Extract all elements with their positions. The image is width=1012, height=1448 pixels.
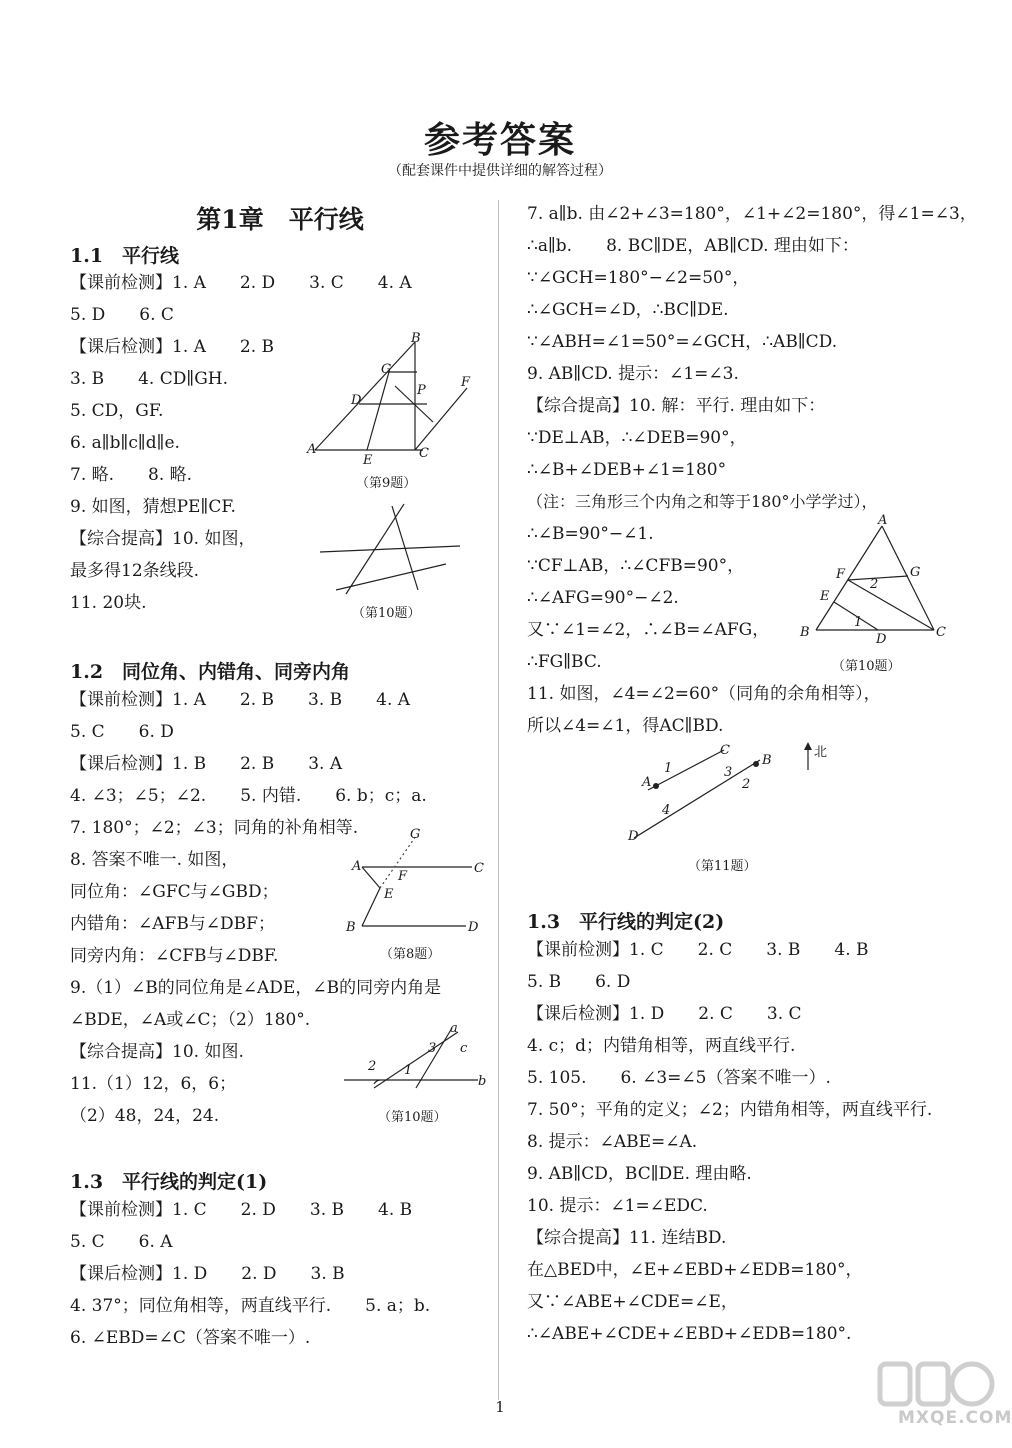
- answer-line: 【综合提高】10. 解：平行. 理由如下：: [527, 396, 826, 416]
- fig-label: D: [468, 920, 479, 935]
- answer-line: ∴∠B=90°−∠1.: [527, 524, 654, 544]
- answer-line: 又∵∠ABE+∠CDE=∠E，: [527, 1292, 738, 1312]
- fig-label: E: [384, 887, 394, 902]
- answer-line: 5. C 6. D: [70, 722, 174, 742]
- fig-label: G: [381, 362, 392, 377]
- answer-line: ∵CF⊥AB，∴∠CFB=90°，: [527, 556, 745, 576]
- answer-line: 7. a∥b. 由∠2+∠3=180°，∠1+∠2=180°，得∠1=∠3，: [527, 204, 977, 224]
- answer-line: 最多得12条线段.: [70, 561, 200, 581]
- answer-line: ∴a∥b. 8. BC∥DE，AB∥CD. 理由如下：: [527, 236, 859, 256]
- answer-line: 【综合提高】11. 连结BD.: [527, 1228, 727, 1248]
- figure-q10-lines-abc: [340, 1021, 490, 1096]
- fig-label: F: [836, 567, 846, 582]
- fig-label: G: [410, 827, 421, 842]
- page-number: 1: [495, 1398, 505, 1416]
- figure-caption: （第10题）: [832, 659, 901, 674]
- answer-line: ∴∠GCH=∠D，∴BC∥DE.: [527, 300, 729, 320]
- fig-label: 3: [724, 765, 733, 780]
- answer-line: 4. ∠3；∠5；∠2. 5. 内错. 6. b；c；a.: [70, 786, 427, 806]
- answer-line: 9.（1）∠B的同位角是∠ADE，∠B的同旁内角是: [70, 978, 442, 998]
- fig-label: A: [307, 442, 317, 457]
- answer-line: 11.（1）12，6，6；: [70, 1074, 237, 1094]
- answer-line: 5. CD，GF.: [70, 401, 164, 421]
- answer-line: 8. 答案不唯一. 如图，: [70, 850, 239, 870]
- fig-label: A: [642, 775, 652, 790]
- fig-label: 2: [870, 577, 879, 592]
- answer-line: 9. AB∥CD. 提示：∠1=∠3.: [527, 364, 739, 384]
- fig-label: C: [419, 446, 429, 461]
- answer-line: ∴FG∥BC.: [527, 652, 602, 672]
- fig-label: D: [876, 632, 887, 647]
- answer-line: 4. 37°；同位角相等，两直线平行. 5. a；b.: [70, 1296, 431, 1316]
- fig-label: 2: [742, 777, 751, 792]
- answer-line: 所以∠4=∠1，得AC∥BD.: [527, 716, 724, 736]
- answer-line: ∵∠ABH=∠1=50°=∠GCH，∴AB∥CD.: [527, 332, 838, 352]
- figure-q10-segments: [318, 498, 468, 598]
- answer-line: 11. 如图，∠4=∠2=60°（同角的余角相等），: [527, 684, 881, 704]
- page-subtitle: （配套课件中提供详细的解答过程）: [388, 163, 612, 179]
- answer-line: 内错角：∠AFB与∠DBF；: [70, 914, 275, 934]
- fig-label: F: [461, 375, 471, 390]
- fig-label: B: [346, 920, 356, 935]
- answer-line: 6. a∥b∥c∥d∥e.: [70, 433, 180, 453]
- fig-label: C: [720, 743, 730, 758]
- fig-label: P: [417, 383, 426, 398]
- fig-label: 4: [662, 803, 671, 818]
- answer-line: 在△BED中，∠E+∠EBD+∠EDB=180°，: [527, 1260, 863, 1280]
- answer-line: 8. 提示：∠ABE=∠A.: [527, 1132, 698, 1152]
- answer-line: ∴∠B+∠DEB+∠1=180°: [527, 460, 727, 480]
- answer-line: （2）48，24，24.: [70, 1106, 220, 1126]
- answer-line: 10. 提示：∠1=∠EDC.: [527, 1196, 708, 1216]
- column-divider: [498, 200, 499, 1400]
- answer-line: 11. 20块.: [70, 593, 147, 613]
- fig-label: D: [351, 393, 362, 408]
- answer-line: （注：三角形三个内角之和等于180°小学学过），: [527, 492, 878, 511]
- fig-label: D: [628, 829, 639, 844]
- figure-q9-parallel-lines: [305, 331, 485, 468]
- watermark-text: MXQE.COM: [898, 1408, 1012, 1428]
- figure-caption: （第9题）: [356, 476, 417, 491]
- fig-label: 1: [664, 761, 673, 776]
- answer-line: 【课后检测】1. D 2. C 3. C: [527, 1004, 802, 1024]
- answer-line: ∵DE⊥AB，∴∠DEB=90°，: [527, 428, 747, 448]
- figure-caption: （第8题）: [380, 947, 441, 962]
- fig-label: B: [762, 753, 772, 768]
- answer-line: 【课后检测】1. D 2. D 3. B: [70, 1264, 345, 1284]
- answer-line: 5. D 6. C: [70, 305, 174, 325]
- answer-line: 【课前检测】1. A 2. B 3. B 4. A: [70, 690, 411, 710]
- answer-line: 7. 50°；平角的定义；∠2；内错角相等，两直线平行.: [527, 1100, 933, 1120]
- answer-line: 7. 略. 8. 略.: [70, 465, 193, 485]
- answer-line: 【课前检测】1. C 2. D 3. B 4. B: [70, 1200, 413, 1220]
- answer-line: 【课后检测】1. A 2. B: [70, 337, 275, 357]
- figure-caption: （第11题）: [688, 859, 757, 874]
- fig-label: G: [910, 565, 921, 580]
- answer-line: 3. B 4. CD∥GH.: [70, 369, 229, 389]
- answer-line: 5. C 6. A: [70, 1232, 173, 1252]
- answer-line: 7. 180°；∠2；∠3；同角的补角相等.: [70, 818, 359, 838]
- answer-line: 5. 105. 6. ∠3=∠5（答案不唯一）.: [527, 1068, 831, 1088]
- answer-line: 【课前检测】1. C 2. C 3. B 4. B: [527, 940, 869, 960]
- answer-line: 又∵∠1=∠2，∴∠B=∠AFG，: [527, 620, 770, 640]
- answer-line: ∠BDE，∠A或∠C；（2）180°.: [70, 1010, 311, 1030]
- fig-label: 3: [428, 1041, 437, 1056]
- answer-line: ∵∠GCH=180°−∠2=50°，: [527, 268, 750, 288]
- fig-label: B: [800, 625, 810, 640]
- section-heading-1-3-2: 1.3 平行线的判定(2): [527, 911, 725, 933]
- fig-label: A: [352, 859, 362, 874]
- fig-label: E: [363, 453, 373, 468]
- answer-line: 【综合提高】10. 如图，: [70, 529, 256, 549]
- fig-label: c: [460, 1041, 468, 1056]
- answer-line: 【课前检测】1. A 2. D 3. C 4. A: [70, 273, 412, 293]
- fig-label: 1: [404, 1063, 413, 1078]
- fig-label: 1: [854, 615, 863, 630]
- figure-q8-angles: [340, 822, 490, 938]
- figure-caption: （第10题）: [352, 606, 421, 621]
- fig-label: F: [398, 869, 408, 884]
- answer-line: 【综合提高】10. 如图.: [70, 1042, 244, 1062]
- section-heading-1-2: 1.2 同位角、内错角、同旁内角: [70, 661, 351, 683]
- figure-caption: （第10题）: [378, 1110, 447, 1125]
- answer-line: ∴∠AFG=90°−∠2.: [527, 588, 679, 608]
- answer-line: 6. ∠EBD=∠C（答案不唯一）.: [70, 1328, 311, 1348]
- fig-label: 2: [368, 1059, 377, 1074]
- answer-line: 同旁内角：∠CFB与∠DBF.: [70, 946, 279, 966]
- answer-line: 9. AB∥CD，BC∥DE. 理由略.: [527, 1164, 752, 1184]
- fig-label: a: [450, 1021, 458, 1036]
- answer-line: 5. B 6. D: [527, 972, 631, 992]
- answer-line: 【课后检测】1. B 2. B 3. A: [70, 754, 343, 774]
- answer-line: 4. c；d；内错角相等，两直线平行.: [527, 1036, 796, 1056]
- figure-q10-triangle: [798, 512, 948, 647]
- fig-label: C: [474, 861, 484, 876]
- fig-label: E: [820, 589, 830, 604]
- page-title: 参考答案: [423, 119, 576, 161]
- fig-label: 北: [814, 745, 828, 760]
- answer-line: 同位角：∠GFC与∠GBD；: [70, 882, 279, 902]
- fig-label: B: [411, 331, 421, 346]
- answer-line: ∴∠ABE+∠CDE+∠EBD+∠EDB=180°.: [527, 1324, 852, 1344]
- figure-q11-directions: [628, 740, 838, 844]
- chapter-heading: 第1章 平行线: [196, 205, 364, 234]
- fig-label: b: [478, 1074, 487, 1089]
- fig-label: A: [878, 513, 888, 528]
- fig-label: C: [936, 625, 946, 640]
- answer-line: 9. 如图，猜想PE∥CF.: [70, 497, 236, 517]
- section-heading-1-3-1: 1.3 平行线的判定(1): [70, 1171, 268, 1193]
- section-heading-1-1: 1.1 平行线: [70, 245, 180, 267]
